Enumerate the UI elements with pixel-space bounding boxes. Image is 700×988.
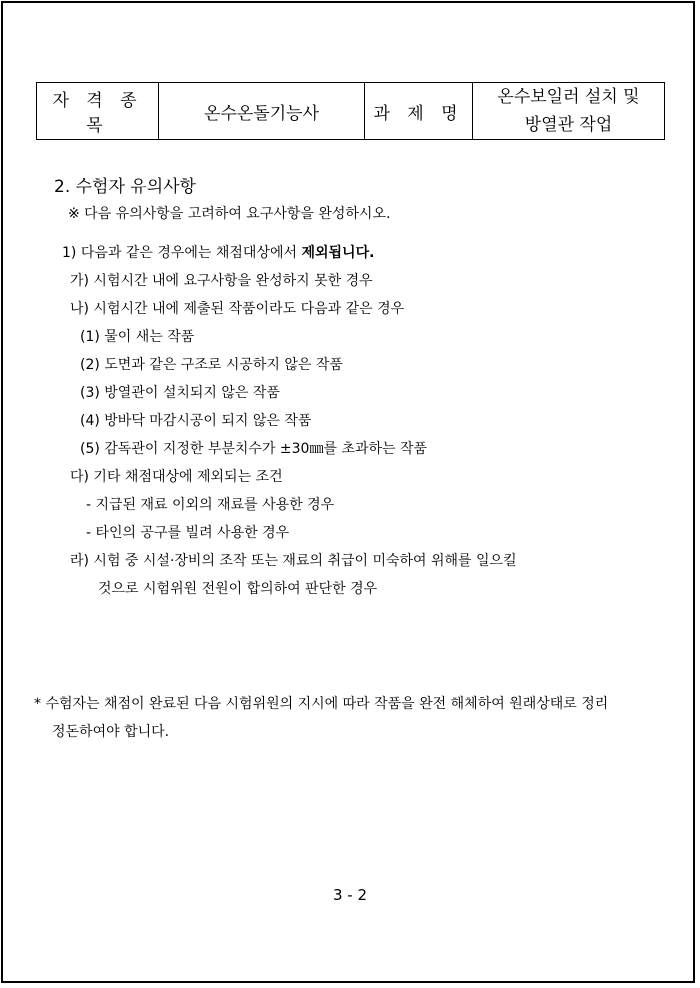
item-na-1: (1) 물이 새는 작품 xyxy=(80,329,195,345)
task-value xyxy=(473,83,665,140)
section-title: 2. 수험자 유의사항 xyxy=(54,177,196,197)
item-na-2: (2) 도면과 같은 구조로 시공하지 않은 작품 xyxy=(80,357,343,373)
item-1 xyxy=(62,242,374,262)
qualification-value: 온수온돌기능사 xyxy=(159,83,365,140)
item-ga: 가) 시험시간 내에 요구사항을 완성하지 못한 경우 xyxy=(70,273,373,289)
item-na: 나) 시험시간 내에 제출된 작품이라도 다음과 같은 경우 xyxy=(70,301,405,317)
page-number: 3 - 2 xyxy=(332,886,368,904)
item-da-2: - 타인의 공구를 빌려 사용한 경우 xyxy=(86,525,290,541)
header-table xyxy=(36,82,665,140)
item-1-bold: 제외됩니다. xyxy=(301,245,375,261)
task-label: 과 제 명 xyxy=(365,83,473,140)
task-value-line1: 온수보일러 설치 및 xyxy=(497,87,640,107)
task-value-line2: 방열관 작업 xyxy=(524,115,613,135)
notice-text: ※ 다음 유의사항을 고려하여 요구사항을 완성하시오. xyxy=(68,206,391,222)
item-na-4: (4) 방바닥 마감시공이 되지 않은 작품 xyxy=(80,413,312,429)
footnote-line2: 정돈하여야 합니다. xyxy=(52,724,170,740)
item-na-3: (3) 방열관이 설치되지 않은 작품 xyxy=(80,385,280,401)
item-ra-line2: 것으로 시험위원 전원이 합의하여 판단한 경우 xyxy=(98,581,378,597)
qualification-label: 자 격 종 목 xyxy=(37,83,159,140)
footnote xyxy=(34,690,608,746)
item-ra-line1: 라) 시험 중 시설·장비의 조작 또는 재료의 취급이 미숙하여 위해를 일으킬 xyxy=(70,553,517,569)
item-na-5: (5) 감독관이 지정한 부분치수가 ±30㎜를 초과하는 작품 xyxy=(80,441,428,457)
item-1-text: 1) 다음과 같은 경우에는 채점대상에서 xyxy=(62,245,302,261)
item-da-1: - 지급된 재료 이외의 재료를 사용한 경우 xyxy=(86,497,335,513)
page-border xyxy=(1,1,695,983)
footnote-line1: * 수험자는 채점이 완료된 다음 시험위원의 지시에 따라 작품을 완전 해체하여 원래상태로 정리 xyxy=(34,696,609,712)
item-da: 다) 기타 채점대상에 제외되는 조건 xyxy=(70,469,283,485)
